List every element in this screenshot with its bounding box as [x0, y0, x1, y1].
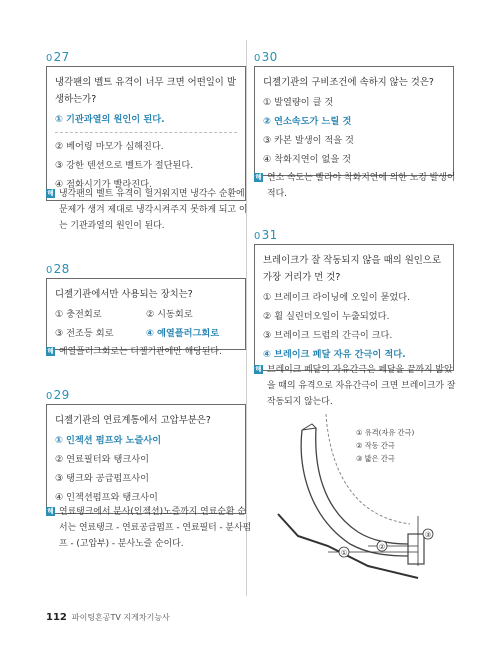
- option-3: ③ 카본 발생이 적을 것: [263, 135, 354, 146]
- option-4: ④ 인젝션펌프와 탱크사이: [55, 492, 158, 503]
- question-box-27: [46, 66, 246, 201]
- option-2: ② 베어링 마모가 심해진다.: [55, 141, 164, 152]
- pedal-pad: [408, 534, 424, 564]
- footer-text: 파이팅혼공TV 지게차기능사: [71, 613, 170, 622]
- question-text: 디젤기관의 연료계통에서 고압부분은?: [55, 415, 211, 426]
- question-number-29: 029: [46, 388, 70, 402]
- question-text: 디젤기관의 구비조건에 속하지 않는 것은?: [263, 77, 434, 88]
- option-1: ① 발열량이 클 것: [263, 97, 334, 108]
- pedal-pivot: [302, 424, 316, 430]
- explanation-icon: 해: [47, 189, 54, 197]
- option-divider: [55, 132, 237, 133]
- option-1-answer: ① 기관과열의 원인이 된다.: [55, 114, 165, 125]
- option-3: ③ 브레이크 드럼의 간극이 크다.: [263, 330, 393, 341]
- legend-item-1: ① 유격(자유 간극): [356, 428, 415, 437]
- explanation-icon: 해: [255, 173, 262, 181]
- question-number-31: 031: [254, 228, 278, 242]
- page-number: 112: [46, 612, 67, 623]
- explanation-icon: 해: [47, 347, 54, 355]
- option-2: ② 연료필터와 탱크사이: [55, 454, 149, 465]
- option-3: ③ 강한 텐션으로 벨트가 절단된다.: [55, 160, 194, 171]
- legend-item-2: ② 작동 간극: [356, 441, 395, 450]
- option-1-answer: ① 인젝션 펌프와 노즐사이: [55, 435, 162, 446]
- page-footer: [46, 612, 170, 623]
- question-number-30: 030: [254, 50, 278, 64]
- figure-label-1-text: ①: [340, 549, 348, 557]
- option-4: ④ 착화지연이 없을 것: [263, 154, 351, 165]
- explanation-29: 해 연료탱크에서 분사(인젝션)노즐까지 연료순환 순서는 연료탱크 - 연료공급펌프 - 연료필터 - 분사펌프 - (고압부) - 분사노즐 순이다.: [47, 507, 252, 549]
- question-number-28: 028: [46, 262, 70, 276]
- option-1: ① 충전회로: [55, 309, 102, 320]
- option-3: ③ 탱크와 공급펌프사이: [55, 473, 149, 484]
- legend-item-3: ③ 밟은 간극: [356, 454, 395, 463]
- option-1: ① 브레이크 라이닝에 오일이 묻었다.: [263, 292, 411, 303]
- explanation-31: 해 브레이크 페달의 자유간극은 페달을 끝까지 밟았을 때의 유격으로 자유간극이 크면 브레이크가 잘 작동되지 않는다.: [255, 365, 456, 407]
- explanation-27: 해 냉각팬의 벨트 유격이 헐거워지면 냉각수 순환에 문제가 생겨 제대로 냉각시켜주지 못하게 되고 이는 기관과열의 원인이 된다.: [47, 189, 248, 231]
- question-box-29: [46, 404, 246, 514]
- figure-label-2-text: ②: [378, 543, 386, 551]
- option-2: ② 시동회로: [146, 309, 193, 320]
- question-box-31: [254, 244, 454, 371]
- question-text: 브레이크가 잘 작동되지 않을 때의 원인으로 가장 거리가 먼 것?: [263, 255, 441, 283]
- option-4-answer: ④ 브레이크 페달 자유 간극이 적다.: [263, 349, 406, 360]
- figure-label-3-text: ③: [424, 531, 432, 539]
- figure-legend: [356, 426, 414, 465]
- option-4: ④ 점화시기가 빨라진다.: [55, 179, 152, 190]
- explanation-28: 해 예열플러그회로는 디젤기관에만 해당된다.: [47, 347, 222, 357]
- question-text: 냉각팬의 벨트 유격이 너무 크면 어떤일이 발생하는가?: [55, 77, 236, 105]
- option-4-answer: ④ 예열플러그회로: [146, 328, 220, 339]
- explanation-30: 해 연소 속도는 빨라야 착화지연에 의한 노킹 발생이 적다.: [255, 173, 456, 199]
- question-box-30: [254, 66, 454, 176]
- question-number-27: 027: [46, 50, 70, 64]
- question-box-28: [46, 278, 246, 350]
- option-2: ② 휠 실린더오일이 누출되었다.: [263, 311, 390, 322]
- question-text: 디젤기관에서만 사용되는 장치는?: [55, 289, 193, 300]
- option-3: ③ 전조등 회로: [55, 328, 114, 339]
- option-2-answer: ② 연소속도가 느릴 것: [263, 116, 352, 127]
- explanation-icon: 해: [255, 365, 262, 373]
- explanation-icon: 해: [47, 507, 54, 515]
